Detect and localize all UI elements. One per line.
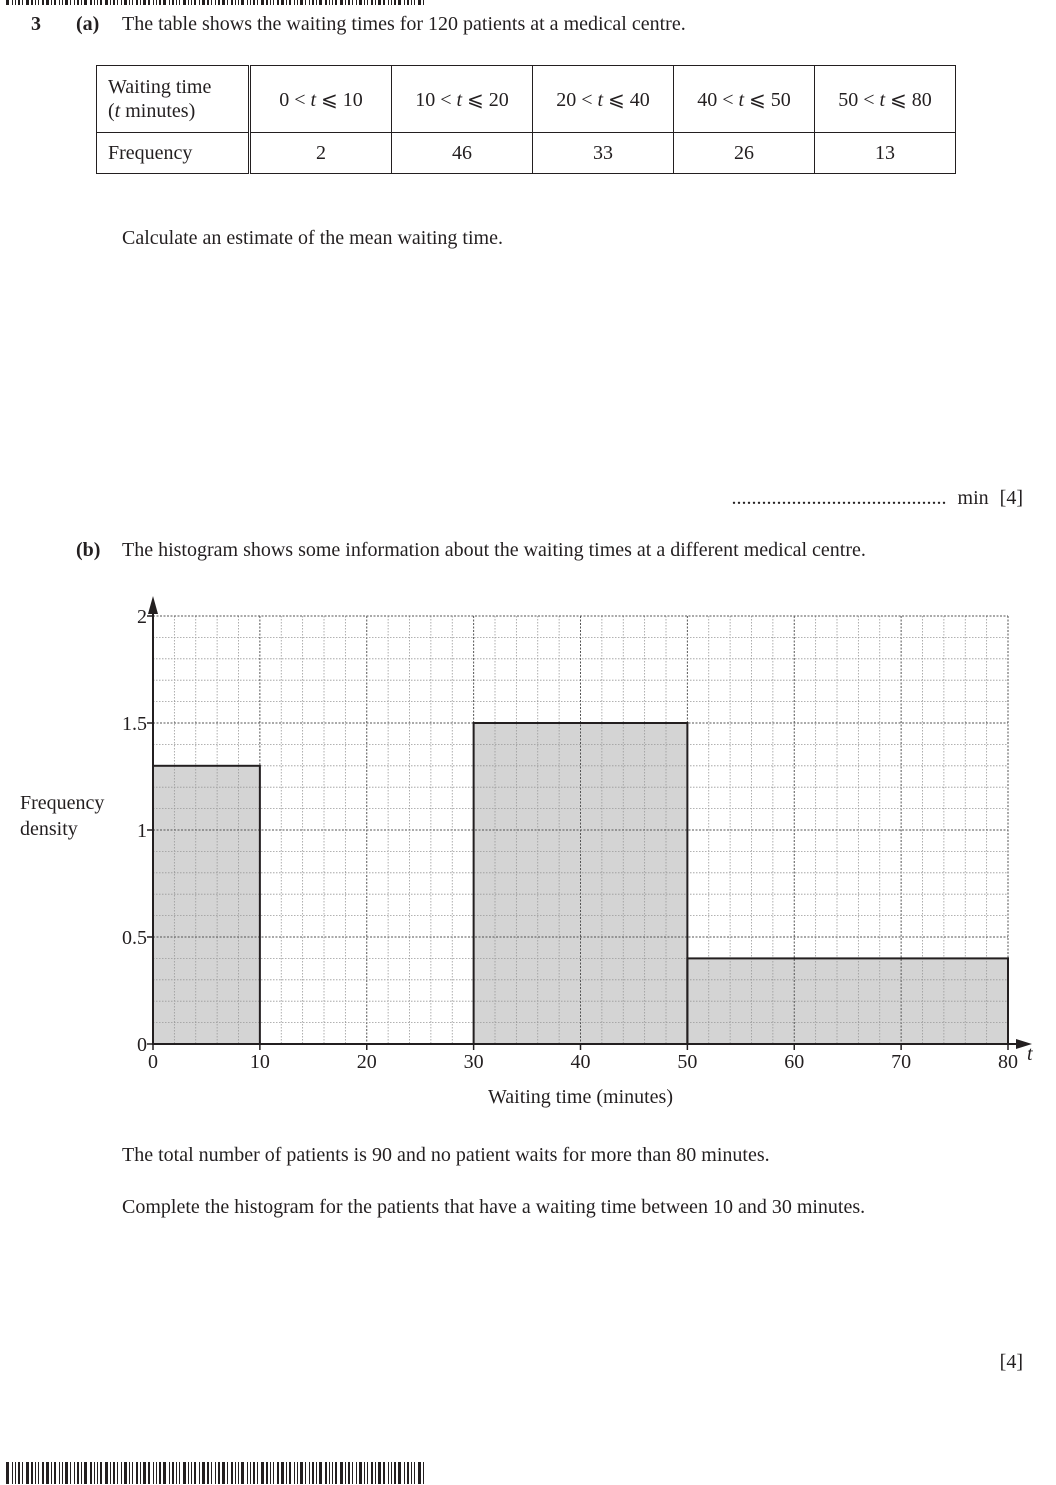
part-b-label: (b) [76, 539, 101, 561]
y-tick-label-3: 1.5 [122, 713, 147, 735]
header-var: t [114, 100, 121, 122]
table-row-label-frequency: Frequency [97, 133, 250, 174]
interval-cell-3: 40 < t ⩽ 50 [674, 66, 815, 133]
interval-cell-2: 20 < t ⩽ 40 [533, 66, 674, 133]
y-axis-label-line2: density [20, 818, 78, 840]
interval-cell-1: 10 < t ⩽ 20 [392, 66, 533, 133]
y-tick-label-0: 0 [137, 1034, 147, 1056]
frequency-cell-0: 2 [250, 133, 392, 174]
part-a-answer-line[interactable] [732, 486, 1023, 510]
part-b-statement: The total number of patients is 90 and no patient waits for more than 80 minutes. [122, 1144, 770, 1166]
frequency-cell-2: 33 [533, 133, 674, 174]
part-a-intro: The table shows the waiting times for 120 patients at a medical centre. [122, 13, 686, 35]
part-b-intro: The histogram shows some information about the waiting times at a different medical centre. [122, 539, 866, 561]
x-tick-label-7: 70 [891, 1051, 912, 1073]
x-tick-label-6: 60 [784, 1051, 805, 1073]
answer-unit: min [957, 487, 989, 509]
x-tick-label-5: 50 [677, 1051, 698, 1073]
y-tick-label-1: 0.5 [122, 927, 147, 949]
frequency-cell-1: 46 [392, 133, 533, 174]
waiting-time-table [96, 65, 956, 174]
header-line1: Waiting time [108, 76, 212, 98]
answer-dots[interactable]: ........................................... [731, 487, 947, 509]
x-tick-label-4: 40 [570, 1051, 591, 1073]
header-line2: minutes) [120, 100, 196, 122]
y-tick-label-4: 2 [137, 606, 147, 628]
part-a-instruction: Calculate an estimate of the mean waiting time. [122, 227, 503, 249]
frequency-cell-3: 26 [674, 133, 815, 174]
part-a-marks: [4] [999, 487, 1023, 509]
x-axis-label: Waiting time (minutes) [487, 1086, 674, 1108]
x-tick-label-2: 20 [356, 1051, 377, 1073]
y-axis-arrow [148, 596, 158, 614]
x-tick-label-0: 0 [148, 1051, 158, 1073]
frequency-cell-4: 13 [815, 133, 956, 174]
y-axis-label-line1: Frequency [20, 792, 105, 814]
y-tick-label-2: 1 [137, 820, 147, 842]
question-number: 3 [31, 13, 41, 35]
x-axis-variable: t [1027, 1043, 1033, 1065]
part-b-marks: [4] [999, 1351, 1023, 1373]
x-tick-label-3: 30 [463, 1051, 484, 1073]
x-tick-label-8: 80 [998, 1051, 1018, 1073]
histogram-chart[interactable] [0, 580, 1056, 1120]
interval-cell-0: 0 < t ⩽ 10 [250, 66, 392, 133]
histogram-bar-0 [153, 766, 260, 1044]
table-header-waiting-time: Waiting time (t minutes) [97, 66, 250, 133]
top-barcode [6, 0, 436, 5]
x-tick-label-1: 10 [249, 1051, 270, 1073]
part-a-label: (a) [76, 13, 100, 35]
interval-cell-4: 50 < t ⩽ 80 [815, 66, 956, 133]
bottom-barcode [6, 1462, 436, 1484]
part-b-instruction: Complete the histogram for the patients that have a waiting time between 10 and 30 minutes. [122, 1196, 866, 1218]
